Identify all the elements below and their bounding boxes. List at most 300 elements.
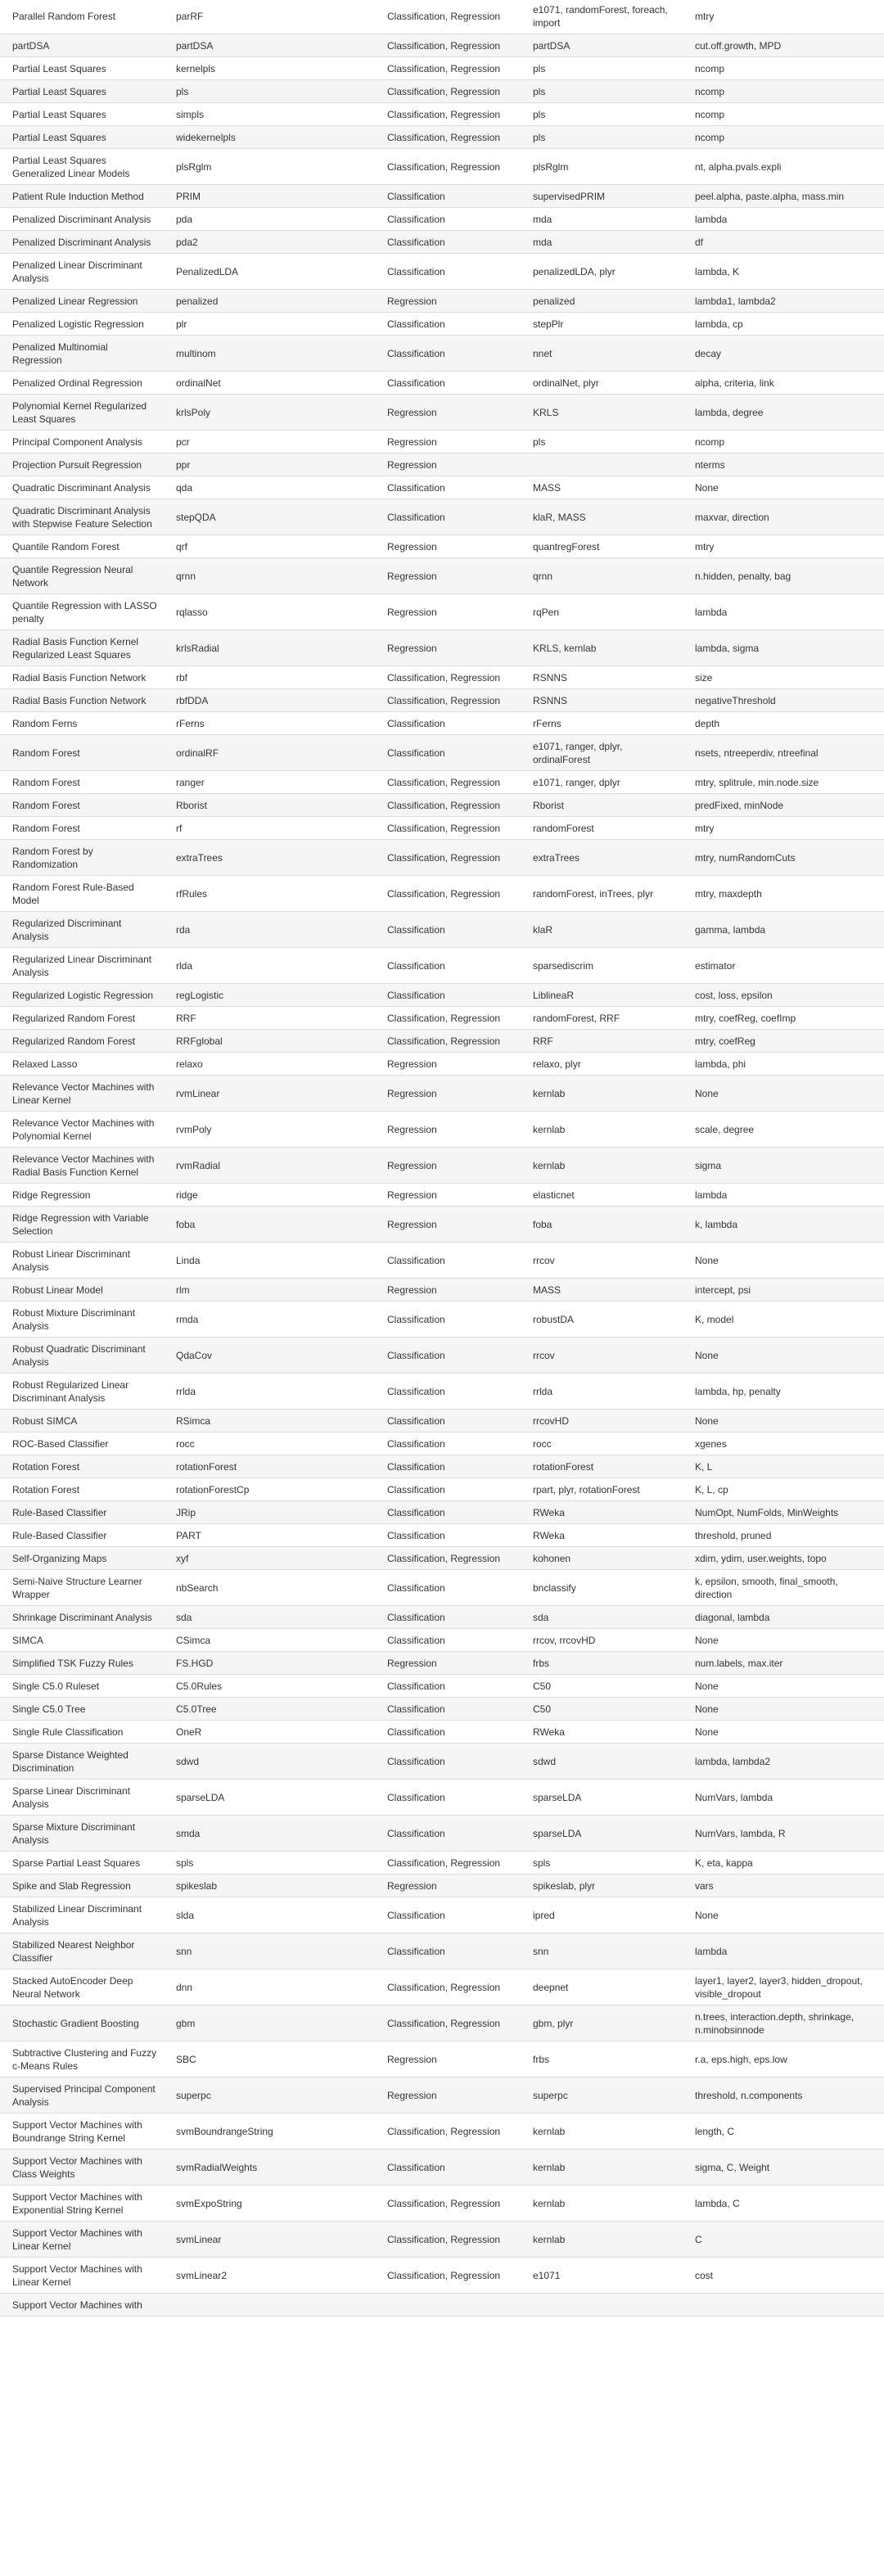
type-cell: Classification [375, 1629, 521, 1652]
model-name-cell: Stochastic Gradient Boosting [0, 2005, 164, 2041]
method-value-cell: smda [164, 1816, 375, 1852]
table-row [0, 1675, 884, 1698]
tuning-parameters-cell: k, epsilon, smooth, final_smooth, direction [686, 1570, 884, 1606]
tuning-parameters-cell: xgenes [686, 1432, 884, 1455]
model-name-cell: Sparse Mixture Discriminant Analysis [0, 1816, 164, 1852]
libraries-cell: randomForest, RRF [521, 1007, 686, 1030]
table-row [0, 1207, 884, 1243]
method-value-cell: snn [164, 1933, 375, 1969]
table-row [0, 1969, 884, 2005]
libraries-cell: relaxo, plyr [521, 1053, 686, 1076]
method-value-cell: simpls [164, 103, 375, 126]
table-row [0, 1410, 884, 1432]
method-value-cell: C5.0Rules [164, 1675, 375, 1698]
model-name-cell: Patient Rule Induction Method [0, 185, 164, 208]
method-value-cell [164, 2294, 375, 2317]
tuning-parameters-cell: gamma, lambda [686, 912, 884, 948]
type-cell: Regression [375, 1207, 521, 1243]
model-name-cell: Quadratic Discriminant Analysis [0, 476, 164, 499]
libraries-cell: sparseLDA [521, 1780, 686, 1816]
table-row [0, 103, 884, 126]
tuning-parameters-cell: lambda, hp, penalty [686, 1374, 884, 1410]
table-row [0, 1547, 884, 1570]
table-row [0, 149, 884, 185]
model-name-cell: Robust Quadratic Discriminant Analysis [0, 1338, 164, 1374]
model-name-cell: Single C5.0 Tree [0, 1698, 164, 1721]
libraries-cell: e1071, ranger, dplyr [521, 771, 686, 794]
table-row [0, 1721, 884, 1744]
tuning-parameters-cell: sigma, C, Weight [686, 2150, 884, 2186]
model-name-cell: Random Forest [0, 794, 164, 817]
type-cell: Classification, Regression [375, 1007, 521, 1030]
table-row [0, 1007, 884, 1030]
tuning-parameters-cell: xdim, ydim, user.weights, topo [686, 1547, 884, 1570]
model-name-cell: Simplified TSK Fuzzy Rules [0, 1652, 164, 1675]
table-row [0, 313, 884, 336]
tuning-parameters-cell: lambda [686, 208, 884, 231]
table-row [0, 80, 884, 103]
table-row [0, 1897, 884, 1933]
method-value-cell: svmBoundrangeString [164, 2114, 375, 2150]
method-value-cell: stepQDA [164, 499, 375, 535]
model-name-cell: Random Ferns [0, 712, 164, 735]
libraries-cell: supervisedPRIM [521, 185, 686, 208]
tuning-parameters-cell: mtry [686, 535, 884, 558]
model-name-cell: Semi-Naive Structure Learner Wrapper [0, 1570, 164, 1606]
model-name-cell: Rotation Forest [0, 1455, 164, 1478]
method-value-cell: plsRglm [164, 149, 375, 185]
tuning-parameters-cell: ncomp [686, 57, 884, 80]
libraries-cell: mda [521, 231, 686, 254]
tuning-parameters-cell: mtry, maxdepth [686, 876, 884, 912]
type-cell: Regression [375, 431, 521, 453]
tuning-parameters-cell: ncomp [686, 126, 884, 149]
type-cell: Classification, Regression [375, 2114, 521, 2150]
type-cell: Regression [375, 1148, 521, 1184]
libraries-cell: rotationForest [521, 1455, 686, 1478]
type-cell: Regression [375, 1053, 521, 1076]
tuning-parameters-cell: num.labels, max.iter [686, 1652, 884, 1675]
method-value-cell: xyf [164, 1547, 375, 1570]
tuning-parameters-cell: lambda, cp [686, 313, 884, 336]
libraries-cell: rqPen [521, 594, 686, 630]
method-value-cell: krlsPoly [164, 395, 375, 431]
table-row [0, 1606, 884, 1629]
table-row [0, 2077, 884, 2114]
tuning-parameters-cell: K, model [686, 1302, 884, 1338]
libraries-cell: snn [521, 1933, 686, 1969]
tuning-parameters-cell: mtry, coefReg, coefImp [686, 1007, 884, 1030]
tuning-parameters-cell: None [686, 1410, 884, 1432]
method-value-cell: PRIM [164, 185, 375, 208]
table-row [0, 1338, 884, 1374]
table-row [0, 1852, 884, 1874]
tuning-parameters-cell: mtry [686, 0, 884, 34]
table-row [0, 1478, 884, 1501]
tuning-parameters-cell: lambda, C [686, 2186, 884, 2222]
libraries-cell: extraTrees [521, 840, 686, 876]
tuning-parameters-cell: lambda [686, 1184, 884, 1207]
libraries-cell: e1071 [521, 2258, 686, 2294]
table-row [0, 57, 884, 80]
type-cell: Classification [375, 735, 521, 771]
model-name-cell: SIMCA [0, 1629, 164, 1652]
model-name-cell: Single C5.0 Ruleset [0, 1675, 164, 1698]
tuning-parameters-cell: df [686, 231, 884, 254]
model-name-cell: ROC-Based Classifier [0, 1432, 164, 1455]
tuning-parameters-cell: scale, degree [686, 1112, 884, 1148]
method-value-cell: FS.HGD [164, 1652, 375, 1675]
model-name-cell: partDSA [0, 34, 164, 57]
type-cell: Classification, Regression [375, 34, 521, 57]
tuning-parameters-cell: None [686, 1338, 884, 1374]
method-value-cell: penalized [164, 290, 375, 313]
tuning-parameters-cell: lambda, phi [686, 1053, 884, 1076]
type-cell: Classification, Regression [375, 0, 521, 34]
type-cell: Classification [375, 1432, 521, 1455]
table-row [0, 2150, 884, 2186]
method-value-cell: pda [164, 208, 375, 231]
model-name-cell: Quantile Regression with LASSO penalty [0, 594, 164, 630]
tuning-parameters-cell: ncomp [686, 103, 884, 126]
table-row [0, 2041, 884, 2077]
model-name-cell: Support Vector Machines with Boundrange String Kernel [0, 2114, 164, 2150]
method-value-cell: ordinalRF [164, 735, 375, 771]
type-cell: Regression [375, 1076, 521, 1112]
type-cell: Classification, Regression [375, 2258, 521, 2294]
method-value-cell: ranger [164, 771, 375, 794]
type-cell: Classification, Regression [375, 80, 521, 103]
model-name-cell: Partial Least Squares Generalized Linear Models [0, 149, 164, 185]
method-value-cell: pda2 [164, 231, 375, 254]
tuning-parameters-cell: None [686, 1243, 884, 1279]
libraries-cell: klaR [521, 912, 686, 948]
table-row [0, 817, 884, 840]
model-name-cell: Subtractive Clustering and Fuzzy c-Means Rules [0, 2041, 164, 2077]
libraries-cell: LiblineaR [521, 984, 686, 1007]
table-row [0, 535, 884, 558]
type-cell: Regression [375, 1184, 521, 1207]
tuning-parameters-cell: None [686, 1076, 884, 1112]
method-value-cell: rotationForest [164, 1455, 375, 1478]
type-cell: Classification, Regression [375, 126, 521, 149]
table-row [0, 1076, 884, 1112]
model-name-cell: Support Vector Machines with [0, 2294, 164, 2317]
tuning-parameters-cell: None [686, 1675, 884, 1698]
type-cell: Regression [375, 290, 521, 313]
method-value-cell: RRF [164, 1007, 375, 1030]
libraries-cell: qrnn [521, 558, 686, 594]
model-name-cell: Random Forest [0, 817, 164, 840]
libraries-cell: Rborist [521, 794, 686, 817]
model-name-cell: Partial Least Squares [0, 103, 164, 126]
table-row [0, 395, 884, 431]
type-cell: Classification [375, 208, 521, 231]
table-row [0, 2222, 884, 2258]
libraries-cell: KRLS, kernlab [521, 630, 686, 666]
model-name-cell: Stabilized Linear Discriminant Analysis [0, 1897, 164, 1933]
tuning-parameters-cell: r.a, eps.high, eps.low [686, 2041, 884, 2077]
tuning-parameters-cell: mtry, numRandomCuts [686, 840, 884, 876]
libraries-cell [521, 453, 686, 476]
type-cell: Classification, Regression [375, 689, 521, 712]
model-name-cell: Penalized Discriminant Analysis [0, 208, 164, 231]
table-row [0, 712, 884, 735]
tuning-parameters-cell: mtry [686, 817, 884, 840]
libraries-cell: RRF [521, 1030, 686, 1053]
model-name-cell: Support Vector Machines with Linear Kernel [0, 2258, 164, 2294]
libraries-cell: penalizedLDA, plyr [521, 254, 686, 290]
libraries-cell: C50 [521, 1698, 686, 1721]
model-name-cell: Ridge Regression [0, 1184, 164, 1207]
tuning-parameters-cell: ncomp [686, 80, 884, 103]
type-cell: Regression [375, 535, 521, 558]
libraries-cell: rocc [521, 1432, 686, 1455]
type-cell: Classification [375, 1338, 521, 1374]
libraries-cell: frbs [521, 1652, 686, 1675]
table-row [0, 984, 884, 1007]
model-name-cell: Penalized Logistic Regression [0, 313, 164, 336]
libraries-cell: kernlab [521, 1076, 686, 1112]
type-cell: Classification [375, 2150, 521, 2186]
model-name-cell: Single Rule Classification [0, 1721, 164, 1744]
model-name-cell: Robust Linear Discriminant Analysis [0, 1243, 164, 1279]
type-cell: Classification [375, 231, 521, 254]
type-cell: Classification [375, 984, 521, 1007]
type-cell: Classification, Regression [375, 876, 521, 912]
type-cell: Regression [375, 594, 521, 630]
libraries-cell: rpart, plyr, rotationForest [521, 1478, 686, 1501]
type-cell: Classification, Regression [375, 1969, 521, 2005]
type-cell: Classification [375, 254, 521, 290]
type-cell: Classification [375, 1816, 521, 1852]
type-cell: Classification [375, 1410, 521, 1432]
method-value-cell: foba [164, 1207, 375, 1243]
type-cell: Classification [375, 1897, 521, 1933]
table-row [0, 1432, 884, 1455]
libraries-cell: stepPlr [521, 313, 686, 336]
table-row [0, 1874, 884, 1897]
type-cell: Classification, Regression [375, 1547, 521, 1570]
table-row [0, 948, 884, 984]
libraries-cell: mda [521, 208, 686, 231]
table-row [0, 290, 884, 313]
model-name-cell: Robust SIMCA [0, 1410, 164, 1432]
tuning-parameters-cell: lambda1, lambda2 [686, 290, 884, 313]
table-row [0, 735, 884, 771]
libraries-cell: foba [521, 1207, 686, 1243]
libraries-cell [521, 2294, 686, 2317]
libraries-cell: elasticnet [521, 1184, 686, 1207]
model-name-cell: Sparse Distance Weighted Discrimination [0, 1744, 164, 1780]
method-value-cell: QdaCov [164, 1338, 375, 1374]
libraries-cell: robustDA [521, 1302, 686, 1338]
tuning-parameters-cell: sigma [686, 1148, 884, 1184]
table-row [0, 1374, 884, 1410]
model-name-cell: Regularized Random Forest [0, 1030, 164, 1053]
model-name-cell: Random Forest Rule-Based Model [0, 876, 164, 912]
tuning-parameters-cell: n.trees, interaction.depth, shrinkage, n.minobsinnode [686, 2005, 884, 2041]
type-cell: Regression [375, 630, 521, 666]
libraries-cell: KRLS [521, 395, 686, 431]
tuning-parameters-cell: None [686, 1629, 884, 1652]
table-row [0, 1629, 884, 1652]
tuning-parameters-cell: cost [686, 2258, 884, 2294]
tuning-parameters-cell: nsets, ntreeperdiv, ntreefinal [686, 735, 884, 771]
table-row [0, 1744, 884, 1780]
model-name-cell: Relevance Vector Machines with Radial Basis Function Kernel [0, 1148, 164, 1184]
model-name-cell: Sparse Partial Least Squares [0, 1852, 164, 1874]
method-value-cell: regLogistic [164, 984, 375, 1007]
type-cell: Classification [375, 1570, 521, 1606]
libraries-cell: randomForest, inTrees, plyr [521, 876, 686, 912]
tuning-parameters-cell: intercept, psi [686, 1279, 884, 1302]
tuning-parameters-cell: None [686, 1897, 884, 1933]
libraries-cell: pls [521, 103, 686, 126]
method-value-cell: rbfDDA [164, 689, 375, 712]
type-cell: Classification [375, 1478, 521, 1501]
tuning-parameters-cell: ncomp [686, 431, 884, 453]
method-value-cell: spls [164, 1852, 375, 1874]
type-cell: Classification [375, 476, 521, 499]
model-name-cell: Random Forest by Randomization [0, 840, 164, 876]
method-value-cell: sdwd [164, 1744, 375, 1780]
libraries-cell: MASS [521, 476, 686, 499]
method-value-cell: rocc [164, 1432, 375, 1455]
libraries-cell: rrcov, rrcovHD [521, 1629, 686, 1652]
type-cell: Classification, Regression [375, 817, 521, 840]
tuning-parameters-cell: maxvar, direction [686, 499, 884, 535]
method-value-cell: rvmPoly [164, 1112, 375, 1148]
method-value-cell: OneR [164, 1721, 375, 1744]
type-cell: Classification [375, 712, 521, 735]
model-name-cell: Sparse Linear Discriminant Analysis [0, 1780, 164, 1816]
tuning-parameters-cell: n.hidden, penalty, bag [686, 558, 884, 594]
method-value-cell: ordinalNet [164, 372, 375, 395]
model-name-cell: Quantile Random Forest [0, 535, 164, 558]
model-name-cell: Support Vector Machines with Class Weights [0, 2150, 164, 2186]
tuning-parameters-cell: None [686, 476, 884, 499]
libraries-cell: kernlab [521, 2114, 686, 2150]
tuning-parameters-cell: None [686, 1721, 884, 1744]
libraries-cell: RWeka [521, 1721, 686, 1744]
type-cell: Classification [375, 1606, 521, 1629]
model-name-cell: Penalized Linear Regression [0, 290, 164, 313]
method-value-cell: rf [164, 817, 375, 840]
method-value-cell: superpc [164, 2077, 375, 2114]
type-cell: Classification [375, 1374, 521, 1410]
libraries-cell: kernlab [521, 2186, 686, 2222]
tuning-parameters-cell: estimator [686, 948, 884, 984]
table-row [0, 1112, 884, 1148]
libraries-cell: MASS [521, 1279, 686, 1302]
tuning-parameters-cell: NumOpt, NumFolds, MinWeights [686, 1501, 884, 1524]
tuning-parameters-cell: lambda [686, 594, 884, 630]
tuning-parameters-cell: diagonal, lambda [686, 1606, 884, 1629]
table-row [0, 126, 884, 149]
model-name-cell: Partial Least Squares [0, 57, 164, 80]
libraries-cell: RWeka [521, 1524, 686, 1547]
method-value-cell: rFerns [164, 712, 375, 735]
table-row [0, 558, 884, 594]
table-row [0, 431, 884, 453]
libraries-cell: randomForest [521, 817, 686, 840]
libraries-cell: spls [521, 1852, 686, 1874]
type-cell: Classification, Regression [375, 2005, 521, 2041]
tuning-parameters-cell: K, eta, kappa [686, 1852, 884, 1874]
model-name-cell: Robust Linear Model [0, 1279, 164, 1302]
table-row [0, 771, 884, 794]
method-value-cell: rqlasso [164, 594, 375, 630]
libraries-cell: partDSA [521, 34, 686, 57]
model-name-cell: Support Vector Machines with Linear Kernel [0, 2222, 164, 2258]
table-row [0, 34, 884, 57]
method-value-cell: sparseLDA [164, 1780, 375, 1816]
type-cell: Classification, Regression [375, 57, 521, 80]
method-value-cell: pls [164, 80, 375, 103]
table-row [0, 1184, 884, 1207]
tuning-parameters-cell: nterms [686, 453, 884, 476]
table-row [0, 336, 884, 372]
table-row [0, 1524, 884, 1547]
table-row [0, 2005, 884, 2041]
libraries-cell: rrcov [521, 1338, 686, 1374]
model-name-cell: Rule-Based Classifier [0, 1501, 164, 1524]
tuning-parameters-cell: cost, loss, epsilon [686, 984, 884, 1007]
libraries-cell: quantregForest [521, 535, 686, 558]
method-value-cell: multinom [164, 336, 375, 372]
tuning-parameters-cell: NumVars, lambda [686, 1780, 884, 1816]
table-row [0, 876, 884, 912]
method-value-cell: pcr [164, 431, 375, 453]
libraries-cell: pls [521, 57, 686, 80]
model-name-cell: Random Forest [0, 771, 164, 794]
type-cell: Classification [375, 1524, 521, 1547]
tuning-parameters-cell: cut.off.growth, MPD [686, 34, 884, 57]
type-cell: Classification [375, 1243, 521, 1279]
libraries-cell: rrlda [521, 1374, 686, 1410]
tuning-parameters-cell: alpha, criteria, link [686, 372, 884, 395]
type-cell: Classification [375, 336, 521, 372]
method-value-cell: rmda [164, 1302, 375, 1338]
method-value-cell: kernelpls [164, 57, 375, 80]
libraries-cell: pls [521, 80, 686, 103]
table-row [0, 476, 884, 499]
libraries-cell: ordinalNet, plyr [521, 372, 686, 395]
table-row [0, 840, 884, 876]
table-row [0, 208, 884, 231]
method-value-cell: rlda [164, 948, 375, 984]
method-value-cell: rda [164, 912, 375, 948]
table-row [0, 1243, 884, 1279]
table-row [0, 1279, 884, 1302]
tuning-parameters-cell: threshold, pruned [686, 1524, 884, 1547]
type-cell: Classification [375, 948, 521, 984]
libraries-cell: superpc [521, 2077, 686, 2114]
type-cell: Classification, Regression [375, 2222, 521, 2258]
type-cell: Classification [375, 1455, 521, 1478]
table-row [0, 231, 884, 254]
method-value-cell: nbSearch [164, 1570, 375, 1606]
method-value-cell: qda [164, 476, 375, 499]
method-value-cell: RSimca [164, 1410, 375, 1432]
libraries-cell: bnclassify [521, 1570, 686, 1606]
tuning-parameters-cell: C [686, 2222, 884, 2258]
model-name-cell: Support Vector Machines with Exponential String Kernel [0, 2186, 164, 2222]
type-cell: Classification [375, 912, 521, 948]
type-cell: Classification, Regression [375, 666, 521, 689]
method-value-cell: partDSA [164, 34, 375, 57]
